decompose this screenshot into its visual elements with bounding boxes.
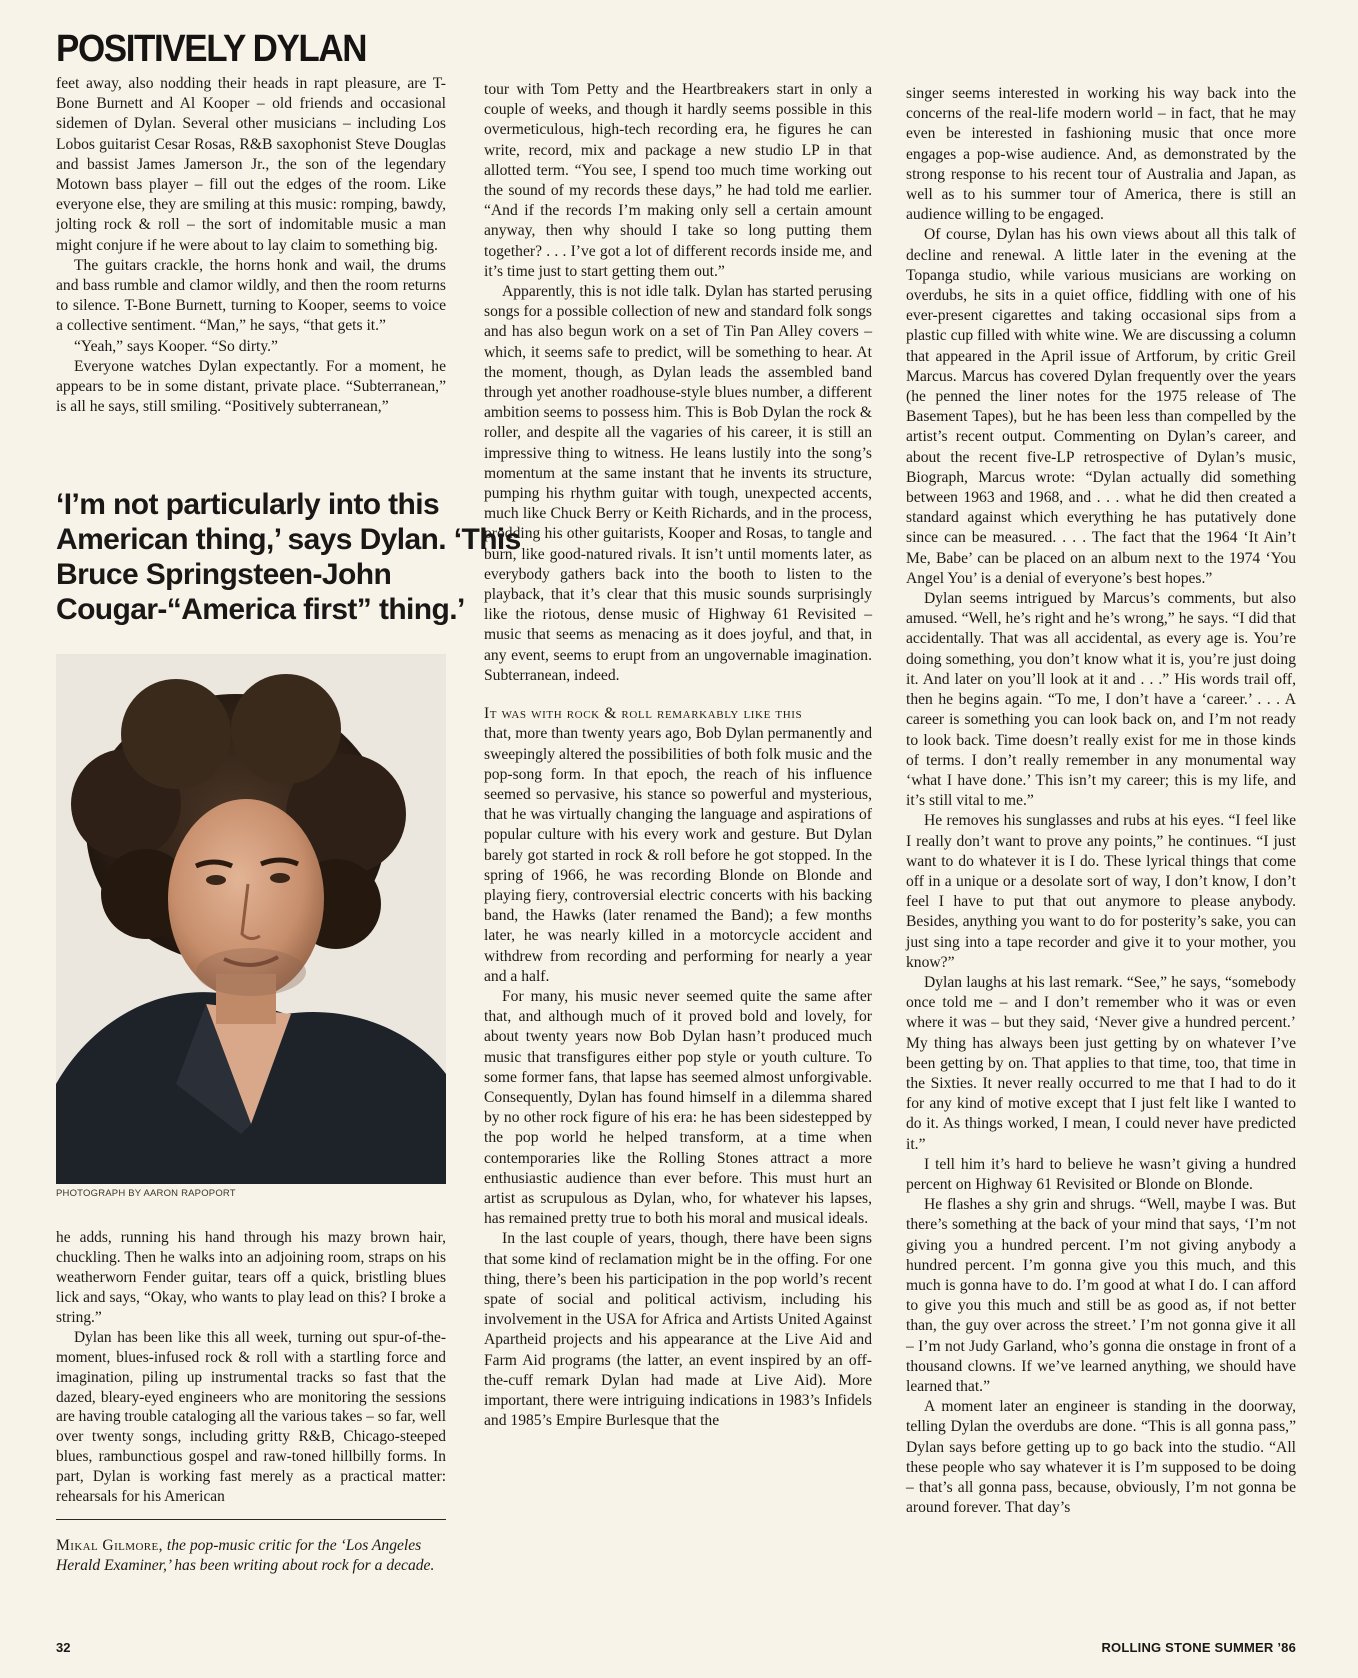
column-2 [484,80,872,1431]
paragraph: For many, his music never seemed quite the same after that, and although much of it proved bold and lovely, for about twenty years now Bob Dylan hasn’t produced much music that transfigures either pop style or youth culture. To some former fans, that lapse has seemed almost unforgivable. Consequently, Dylan has found himself in a dilemma shared by no other rock figure of his era: he has been sidestepped by the pop world he helped transform, at a time when contemporaries like the Rolling Stones attract a more enthusiastic audience than ever before. This must hurt an artist as scrupulous as Dylan, who, for whatever his lapses, has remained pretty true to both his moral and musical ideals. [484,987,872,1228]
paragraph: The guitars crackle, the horns honk and wail, the drums and bass rumble and clamor wildly, and then the room returns to silence. T-Bone Burnett, turning to Kooper, seems to voice a collective sentiment. “Man,” he says, “that gets it.” [56,256,446,335]
author-name: Mikal Gilmore, [56,1537,163,1554]
paragraph: Dylan seems intrigued by Marcus’s comments, but also amused. “Well, he’s right and he’s wrong,” he says. “I did that accidentally. That was all accidental, as every age is. You’re doing something, you don’t know what it is, you’re just doing it. And later on you’ll look at it and . . .” His words trail off, then he begins again. “To me, I don’t have a ‘career.’ . . . A career is something you can look back on, and I’m not ready to look back. Time doesn’t really exist for me in those kinds of terms. I don’t really remember in any monumental way ‘what I have done.’ This isn’t my career; this is my life, and it’s still vital to me.” [906,590,1296,810]
author-bio-text: the pop-music critic for the ‘Los Angeles Herald Examiner,’ has been writing about rock for a decade. [56,1537,435,1575]
magazine-issue: ROLLING STONE SUMMER ’86 [1101,1640,1296,1655]
photo-credit: PHOTOGRAPH BY AARON RAPOPORT [56,1188,236,1199]
page-headline: POSITIVELY DYLAN [56,28,367,70]
column-3 [906,84,1296,1518]
paragraph: Apparently, this is not idle talk. Dylan has started perusing songs for a possible collection of new and standard folk songs and has also begun work on a set of Tin Pan Alley covers – which, it seems safe to predict, will be something to hear. At the moment, though, as Dylan leads the assembled band through yet another roadhouse-style blues number, a different ambition seems to possess him. This is Bob Dylan the rock & roller, and despite all the vagaries of his career, it is still an impressive thing to witness. He leans lustily into the song’s momentum at the same instant that he invents its structure, pumping his rhythm guitar with tough, unexpected accents, much like Chuck Berry or Keith Richards, and in the process, prodding his other guitarists, Kooper and Rosas, to tangle and burn, like good-natured rivals. It isn’t until moments later, as everybody gathers back into the booth to listen to the playback, that it’s clear that this music sounds surprisingly like the riotous, dense music of Highway 61 Revisited – music that seems as menacing as it does joyful, and that, in any event, seems to erupt from an ungovernable imagination. Subterranean, indeed. [484,283,872,684]
paragraph: singer seems interested in working his way back into the concerns of the real-life modern world – in fact, that he may even be interested in fashioning music that once more engages a pop-wise audience. And, as demonstrated by the strong response to his recent tour of Australia and Japan, as well as to his summer tour of America, there is still an audience willing to be engaged. [906,85,1296,224]
column-1 [56,74,446,417]
section-lead-in: It was with rock & roll remarkably like this [484,705,803,723]
paragraph: In the last couple of years, though, there have been signs that some kind of reclamation might be in the offing. For one thing, there’s been his participation in the pop world’s recent spate of social and political activism, including his involvement in the USA for Africa and Artists United Against Apartheid projects and his appearance at the Live Aid and Farm Aid programs (the latter, an event inspired by an off-the-cuff remark Dylan had made at Live Aid). More important, there were intriguing indications in 1983’s Infidels and 1985’s Empire Burlesque that the [484,1230,872,1430]
paragraph: I tell him it’s hard to believe he wasn’t giving a hundred percent on Highway 61 Revisited or Blonde on Blonde. [906,1155,1296,1193]
author-bio [56,1536,446,1576]
portrait-illustration [56,654,446,1184]
bio-divider [56,1519,446,1520]
paragraph: “Yeah,” says Kooper. “So dirty.” [74,337,278,355]
paragraph: Everyone watches Dylan expectantly. For a moment, he appears to be in some distant, private place. “Subterranean,” is all he says, still smiling. “Positively subterranean,” [56,357,446,416]
paragraph: he adds, running his hand through his mazy brown hair, chuckling. Then he walks into an adjoining room, straps on his weatherworn Fender guitar, tears off a quick, bristling blues lick and says, “Okay, who wants to play lead on this? I broke a string.” [56,1229,446,1326]
paragraph: feet away, also nodding their heads in rapt pleasure, are T-Bone Burnett and Al Kooper – old friends and occasional sidemen of Dylan. Several other musicians – including Los Lobos guitarist Cesar Rosas, R&B saxophonist Steve Douglas and bassist James Jamerson Jr., the son of the legendary Motown bass player – fill out the edges of the room. Like everyone else, they are smiling at this music: romping, bawdy, jolting rock & roll – the sort of indomitable music a man might conjure if he were about to lay claim to something big. [56,75,446,254]
paragraph: He removes his sunglasses and rubs at his eyes. “I feel like I really don’t want to prove any points,” he continues. “I just want to do whatever it is I do. These lyrical things that come off in a unique or a desolate sort of way, I don’t know, I don’t feel I have to put that out anymore to please anybody. Besides, anything you want to do for posterity’s sake, you can just sing into a tape recorder and give it to your mother, you know?” [906,812,1296,971]
paragraph: He flashes a shy grin and shrugs. “Well, maybe I was. But there’s something at the back of your mind that says, ‘I’m not giving you a hundred percent. I’m not giving anybody a hundred percent. I’m gonna give you this much, and this much is gonna have to do. I’m good at what I do. I can afford to give you this much and still be as good as, if not better than, the guy over across the street.’ I’m not gonna give it all – I’m not Judy Garland, who’s gonna die onstage in front of a thousand clowns. If we’ve learned anything, we should have learned that.” [906,1196,1296,1395]
paragraph: Dylan has been like this all week, turning out spur-of-the-moment, blues-infused rock & roll with a startling force and imagination, piling up instrumental tracks so fast that the dazed, bleary-eyed engineers who are monitoring the sessions are having trouble cataloging all the various takes – so far, well over twenty songs, including gritty R&B, Chicago-steeped blues, rambunctious gospel and raw-toned hillbilly forms. In part, Dylan is working fast merely as a practical matter: rehearsals for his American [56,1328,447,1506]
portrait-photo [56,654,446,1184]
paragraph: Of course, Dylan has his own views about all this talk of decline and renewal. A little later in the evening at the Topanga studio, while various musicians are working on overdubs, he sits in a quiet office, fiddling with one of his ever-present cigarettes and taking occasional sips from a plastic cup filled with white wine. We are discussing a column that appeared in the April issue of Artforum, by critic Greil Marcus. Marcus has covered Dylan frequently over the years (he penned the liner notes for the 1975 release of The Basement Tapes), but he has been less than compelled by the artist’s recent output. Commenting on Dylan’s career, and about the recent five-LP retrospective of Dylan’s music, Biograph, Marcus wrote: “Dylan actually did something between 1963 and 1968, and . . . what he did then created a standard against which everything he has putatively done since can be measured. . . . The fact that the 1964 ‘It Ain’t Me, Babe’ can be placed on an album next to the 1974 ‘You Angel You’ is a denial of everyone’s best hopes.” [906,226,1296,587]
page-number: 32 [56,1640,71,1655]
paragraph: A moment later an engineer is standing in the doorway, telling Dylan the overdubs are done. “This is all gonna pass,” Dylan says before getting up to go back into the studio. “All these people who say whatever it is I’m supposed to be doing – that’s all gonna pass, because, obviously, I’m not gonna be around forever. That day’s [906,1398,1296,1517]
paragraph: tour with Tom Petty and the Heartbreakers start in only a couple of weeks, and though it hardly seems possible in this overmeticulous, high-tech recording era, he figures he can write, record, mix and package a new studio LP in that allotted term. “You see, I spend too much time working out the sound of my records these days,” he had told me earlier. “And if the records I’m making only sell a certain amount anyway, then why should I take so long putting them together? . . . I’ve got a lot of different records inside me, and it’s time just to start getting them out.” [484,81,872,280]
column-1-continued [56,1228,446,1507]
pull-quote: ‘I’m not particularly into this American thing,’ says Dylan. ‘This Bruce Springsteen-John Cougar-“America first” thing.’ [56,488,521,626]
paragraph: that, more than twenty years ago, Bob Dylan permanently and sweepingly altered the possibilities of both folk music and the pop-song form. In that epoch, the reach of his influence seemed so pervasive, his stance so powerful and mysterious, that he was virtually changing the language and aspirations of popular culture with his every work and gesture. But Dylan barely got started in rock & roll before he got stopped. In the spring of 1966, he was recording Blonde on Blonde and playing fiery, controversial electric concerts with his backing band, the Hawks (later renamed the Band); a few months later, he was nearly killed in a motorcycle accident and withdrew from recording and performing for nearly a year and a half. [484,725,872,985]
paragraph: Dylan laughs at his last remark. “See,” he says, “somebody once told me – and I don’t remember who it was or even where it was – but they said, ‘Never give a hundred percent.’ My thing has always been just getting by on whatever I’ve been getting by on. That applies to that time, too, that time in the Sixties. It never really occurred to me that I had to do it for any kind of motive except that I just felt like I wanted to do it. As things worked, I mean, I could never have predicted it.” [906,973,1296,1153]
